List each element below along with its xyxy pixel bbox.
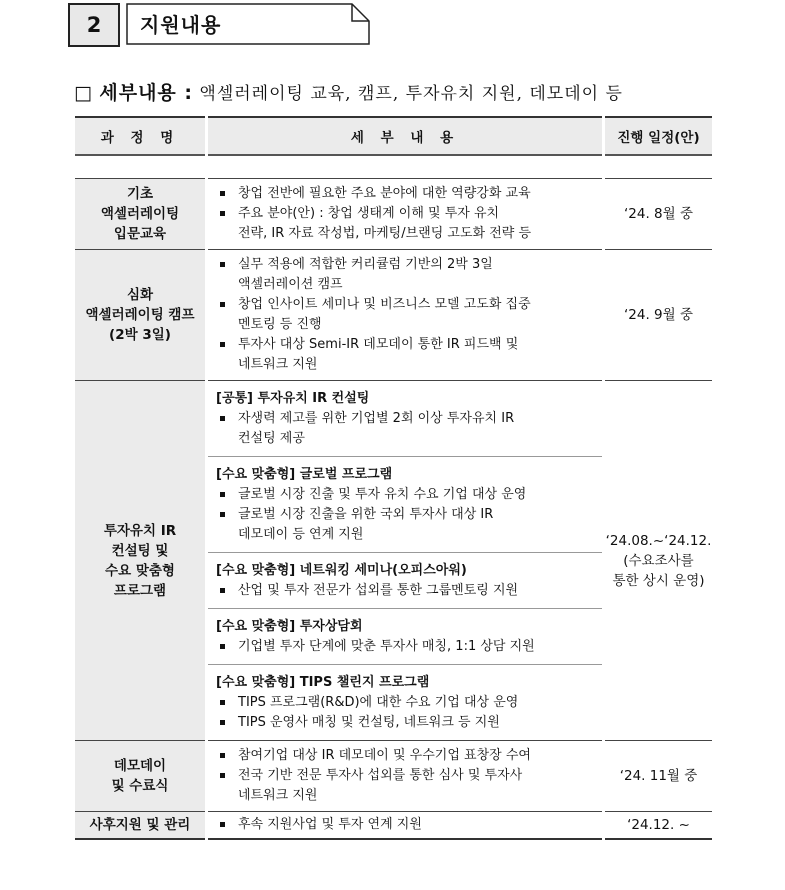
bullet-line: 글로벌 시장 진출 및 투자 유치 수요 기업 대상 운영 [238,487,527,502]
bullet-item [216,335,602,375]
course-name-line: 입문교육 [113,226,167,242]
bullet-line: 멘토링 등 진행 [238,317,322,332]
bullet-line: 창업 인사이트 세미나 및 비즈니스 모델 고도화 집중 [238,297,531,312]
bullet-line: 전국 기반 전문 투자사 섭외를 통한 심사 및 투자사 [238,768,523,783]
course-name-line: 액셀러레이팅 캠프 [85,307,195,323]
course-name-cell [75,250,205,381]
details-cell [208,250,602,381]
course-name-line: 컨설팅 및 [111,542,169,559]
course-name-cell [75,179,205,250]
schedule-cell [605,381,712,741]
bullet-line: 글로벌 시장 진출을 위한 국외 투자사 대상 IR [238,507,494,522]
course-name-line: (2박 3일) [109,327,171,343]
bullet-item [216,184,602,204]
table-row [75,741,712,812]
bullet-line: TIPS 프로그램(R&D)에 대한 수요 기업 대상 운영 [238,695,519,710]
bullet-line: 네트워크 지원 [238,357,318,372]
details-cell [208,553,602,609]
course-name-cell [75,741,205,812]
schedule-cell [605,250,712,381]
bullet-line: 후속 지원사업 및 투자 연계 지원 [238,817,422,832]
schedule-line: ‘24.08.~‘24.12. [605,532,712,549]
bullet-item [216,693,602,713]
details-cell [208,609,602,665]
bullet-line: 자생력 제고를 위한 기업별 2회 이상 투자유치 IR [238,411,515,426]
program-subtitle: [수요 맞춤형] TIPS 챌린지 프로그램 [216,675,430,690]
program-subtitle: [공통] 투자유치 IR 컨설팅 [216,391,370,406]
course-name-line: 액셀러레이팅 [100,206,180,222]
section-header [68,3,373,47]
course-name-line: 기초 [126,186,154,202]
schedule-line: ‘24.12. ~ [627,817,690,833]
schedule-line: ‘24. 11월 중 [619,768,698,784]
program-subtitle: [수요 맞춤형] 글로벌 프로그램 [216,467,393,482]
bullet-item [216,295,602,335]
section-title-box [126,3,370,45]
header-course-name: 과 정 명 [75,116,205,156]
details-cell [208,812,602,840]
course-name-line: 및 수료식 [111,778,169,794]
bullet-item [216,766,602,806]
bullet-line: 전략, IR 자료 작성법, 마케팅/브랜딩 고도화 전략 등 [238,226,532,241]
course-name-cell [75,381,205,741]
bullet-line: 참여기업 대상 IR 데모데이 및 우수기업 표창장 수여 [238,748,531,763]
details-cell [208,179,602,250]
schedule-cell [605,179,712,250]
schedule-cell [605,812,712,840]
section-title: 지원내용 [140,13,222,37]
bullet-line: 투자사 대상 Semi-IR 데모데이 통한 IR 피드백 및 [238,337,519,352]
bullet-line: 기업별 투자 단계에 맞춘 투자사 매칭, 1:1 상담 지원 [238,639,535,654]
details-cell [208,457,602,553]
course-name-line: 데모데이 [113,758,167,774]
bullet-item [216,485,602,505]
course-name-line: 수요 맞춤형 [105,562,175,579]
schedule-line: 통한 상시 운영) [612,572,705,589]
bullet-line: 액셀러레이션 캠프 [238,277,343,292]
bullet-line: 컨설팅 제공 [238,431,305,446]
bullet-line: 데모데이 등 연계 지원 [238,527,364,542]
schedule-line: (수요조사를 [623,552,694,569]
checkbox-glyph: □ [74,82,93,104]
bullet-line: 실무 적용에 적합한 커리큘럼 기반의 2박 3일 [238,257,493,272]
bullet-line: 주요 분야(안) : 창업 생태계 이해 및 투자 유치 [238,206,500,221]
course-name-line: 투자유치 IR [103,522,177,539]
section-number: 2 [68,3,120,47]
bullet-item [216,637,602,657]
bullet-item [216,505,602,545]
spacer-row [75,156,712,179]
table-row [75,179,712,250]
table-row [75,250,712,381]
bullet-line: 창업 전반에 필요한 주요 분야에 대한 역량강화 교육 [238,186,531,201]
schedule-line: ‘24. 8월 중 [623,206,693,222]
header-details: 세 부 내 용 [208,116,602,156]
program-subtitle: [수요 맞춤형] 네트워킹 세미나(오피스아워) [216,563,467,578]
bullet-item [216,581,602,601]
header-schedule: 진행 일정(안) [605,116,712,156]
program-subtitle: [수요 맞춤형] 투자상담회 [216,619,363,634]
bullet-item [216,713,602,733]
table-row [75,381,712,457]
bullet-line: 네트워크 지원 [238,788,318,803]
details-cell [208,741,602,812]
course-name-line: 사후지원 및 관리 [89,817,191,833]
details-cell [208,381,602,457]
program-table [72,116,715,840]
summary-line [74,78,623,105]
bullet-item [216,815,602,835]
summary-lead: 세부내용 : [99,82,193,104]
course-name-line: 프로그램 [113,582,167,599]
schedule-cell [605,741,712,812]
details-cell [208,665,602,741]
course-name-line: 심화 [126,287,154,303]
summary-text: 액셀러레이팅 교육, 캠프, 투자유치 지원, 데모데이 등 [199,84,623,104]
bullet-item [216,746,602,766]
course-name-cell [75,812,205,840]
bullet-item [216,204,602,244]
bullet-item [216,409,602,449]
schedule-line: ‘24. 9월 중 [623,307,693,323]
bullet-line: TIPS 운영사 매칭 및 컨설팅, 네트워크 등 지원 [238,715,500,730]
table-row [75,812,712,840]
bullet-line: 산업 및 투자 전문가 섭외를 통한 그룹멘토링 지원 [238,583,519,598]
bullet-item [216,255,602,295]
